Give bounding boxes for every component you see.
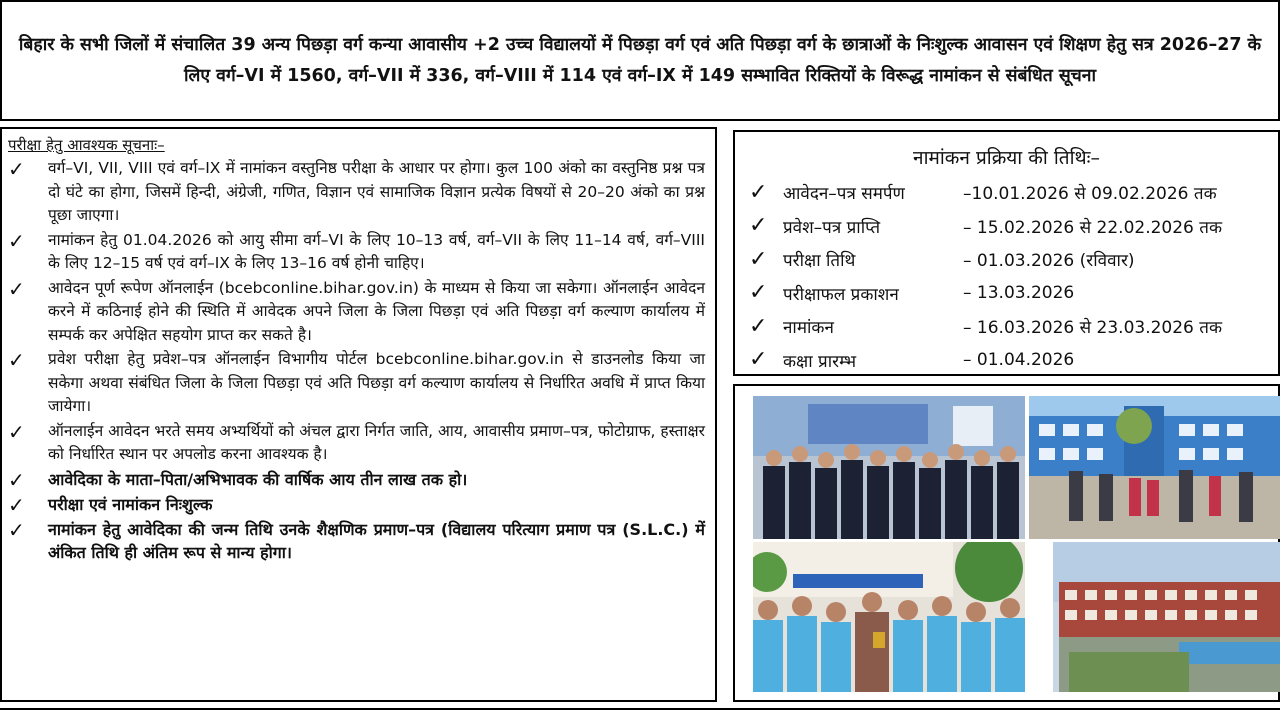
- bottom-border: [0, 708, 1280, 720]
- schedule-title: नामांकन प्रक्रिया की तिथिः–: [913, 147, 1100, 169]
- students-group-photo: [753, 396, 1025, 539]
- info-point: [8, 468, 705, 492]
- check-mark-icon: ✓: [8, 467, 25, 492]
- info-point-text: नामांकन हेतु 01.04.2026 को आयु सीमा वर्ग–VI के लिए 10–13 वर्ष, वर्ग–VII के लिए 11–14 वर्ष, वर्ग–VIII के लिए 12–15 वर्ष एवं वर्ग–IX के लिए 13–16 वर्ष होनी चाहिए।: [48, 230, 705, 272]
- info-point: [8, 518, 705, 565]
- admission-schedule-panel: [733, 130, 1280, 376]
- schedule-label: कक्षा प्रारम्भ: [783, 351, 857, 372]
- schedule-value: – 13.03.2026: [963, 283, 1075, 304]
- exam-info-heading: परीक्षा हेतु आवश्यक सूचनाः–: [8, 136, 165, 154]
- schedule-value: – 01.04.2026: [963, 350, 1075, 371]
- info-point-text: आवेदिका के माता–पिता/अभिभावक की वार्षिक आय तीन लाख तक हो।: [48, 469, 468, 489]
- info-point-text: परीक्षा एवं नामांकन निःशुल्क: [48, 494, 213, 514]
- info-point: [8, 277, 705, 348]
- check-mark-icon: ✓: [8, 157, 25, 181]
- info-point-text: वर्ग–VI, VII, VIII एवं वर्ग–IX में नामांकन वस्तुनिष्ठ परीक्षा के आधार पर होगा। कुल 100 अंको का वस्तुनिष्ठ प्रश्न पत्र दो घंटे का होगा, जिसमें हिन्दी, अंग्रेजी, गणित, विज्ञान एवं सामाजिक विज्ञान प्रत्येक विषयों से 20–20 अंको का प्रश्न पूछा जाएगा।: [48, 159, 705, 224]
- check-mark-icon: ✓: [749, 179, 768, 205]
- schedule-row: [749, 210, 1264, 244]
- check-mark-icon: ✓: [8, 419, 25, 444]
- schedule-label: परीक्षा तिथि: [783, 251, 856, 272]
- info-point: [8, 493, 705, 517]
- notice-header: [0, 0, 1280, 121]
- schedule-label: आवेदन–पत्र समर्पण: [783, 184, 905, 205]
- exam-info-panel: [0, 127, 717, 702]
- campus-building-photo: [1029, 542, 1280, 692]
- check-mark-icon: ✓: [8, 348, 25, 372]
- schedule-row: [749, 243, 1264, 277]
- info-point-text: नामांकन हेतु आवेदिका की जन्म तिथि उनके शैक्षणिक प्रमाण–पत्र (विद्यालय परित्याग प्रमाण पत्र (S.L.C.) में अंकित तिथि ही अंतिम रूप से मान्य होगा।: [48, 519, 705, 562]
- info-point: [8, 420, 705, 467]
- students-uniform-photo: [753, 542, 1025, 692]
- check-mark-icon: ✓: [749, 313, 768, 339]
- info-point-text: प्रवेश परीक्षा हेतु प्रवेश–पत्र ऑनलाईन विभागीय पोर्टल bcebconline.bihar.gov.in से डाउनलोड किया जा सकेगा अथवा संबंधित जिला के जिला पिछड़ा एवं अति पिछड़ा वर्ग कल्याण कार्यालय से निर्धारित अवधि में प्राप्त किया जायेगा।: [48, 350, 705, 415]
- check-mark-icon: ✓: [8, 276, 25, 301]
- school-building-photo: [1029, 396, 1280, 539]
- info-point: [8, 229, 705, 276]
- check-mark-icon: ✓: [8, 492, 25, 517]
- schedule-value: – 16.03.2026 से 23.03.2026 तक: [963, 318, 1223, 339]
- check-mark-icon: ✓: [749, 213, 768, 239]
- schedule-label: प्रवेश–पत्र प्राप्ति: [783, 217, 881, 238]
- check-mark-icon: ✓: [749, 280, 768, 306]
- info-point: [8, 157, 705, 228]
- check-mark-icon: ✓: [749, 246, 768, 272]
- photo-collage-panel: [733, 384, 1280, 702]
- check-mark-icon: ✓: [8, 517, 25, 542]
- schedule-value: – 01.03.2026 (रविवार): [963, 251, 1135, 272]
- notice-title: बिहार के सभी जिलों में संचालित 39 अन्य पिछड़ा वर्ग कन्या आवासीय +2 उच्च विद्यालयों में पिछड़ा वर्ग एवं अति पिछड़ा वर्ग के छात्राओं के निःशुल्क आवासन एवं शिक्षण हेतु सत्र 2026–27 के लिए वर्ग–VI में 1560, वर्ग–VII में 336, वर्ग–VIII में 114 एवं वर्ग–IX में 149 सम्भावित रिक्तियों के विरूद्ध नामांकन से संबंधित सूचना: [18, 34, 1262, 86]
- info-point-text: आवेदन पूर्ण रूपेण ऑनलाईन (bcebconline.bihar.gov.in) के माध्यम से किया जा सकेगा। ऑनलाईन आवेदन करने में कठिनाई होने की स्थिति में आवेदक अपने जिला के जिला पिछड़ा एवं अति पिछड़ा वर्ग कल्याण कार्यालय में सम्पर्क कर अपेक्षित सहयोग प्राप्त कर सकते है।: [48, 278, 705, 344]
- schedule-row: [749, 176, 1264, 210]
- schedule-row: [749, 344, 1264, 378]
- check-mark-icon: ✓: [8, 228, 25, 253]
- schedule-row: [749, 277, 1264, 311]
- schedule-label: परीक्षाफल प्रकाशन: [783, 284, 899, 305]
- info-point-text: ऑनलाईन आवेदन भरते समय अभ्यर्थियों को अंचल द्वारा निर्गत जाति, आय, आवासीय प्रमाण–पत्र, फोटोग्राफ, हस्ताक्षर को निर्धारित स्थान पर अपलोड करना आवश्यक है।: [48, 421, 705, 463]
- schedule-row: [749, 310, 1264, 344]
- info-point: [8, 348, 705, 419]
- schedule-value: – 15.02.2026 से 22.02.2026 तक: [963, 217, 1223, 238]
- schedule-value: –10.01.2026 से 09.02.2026 तक: [963, 184, 1217, 205]
- schedule-label: नामांकन: [783, 318, 834, 339]
- check-mark-icon: ✓: [749, 347, 768, 373]
